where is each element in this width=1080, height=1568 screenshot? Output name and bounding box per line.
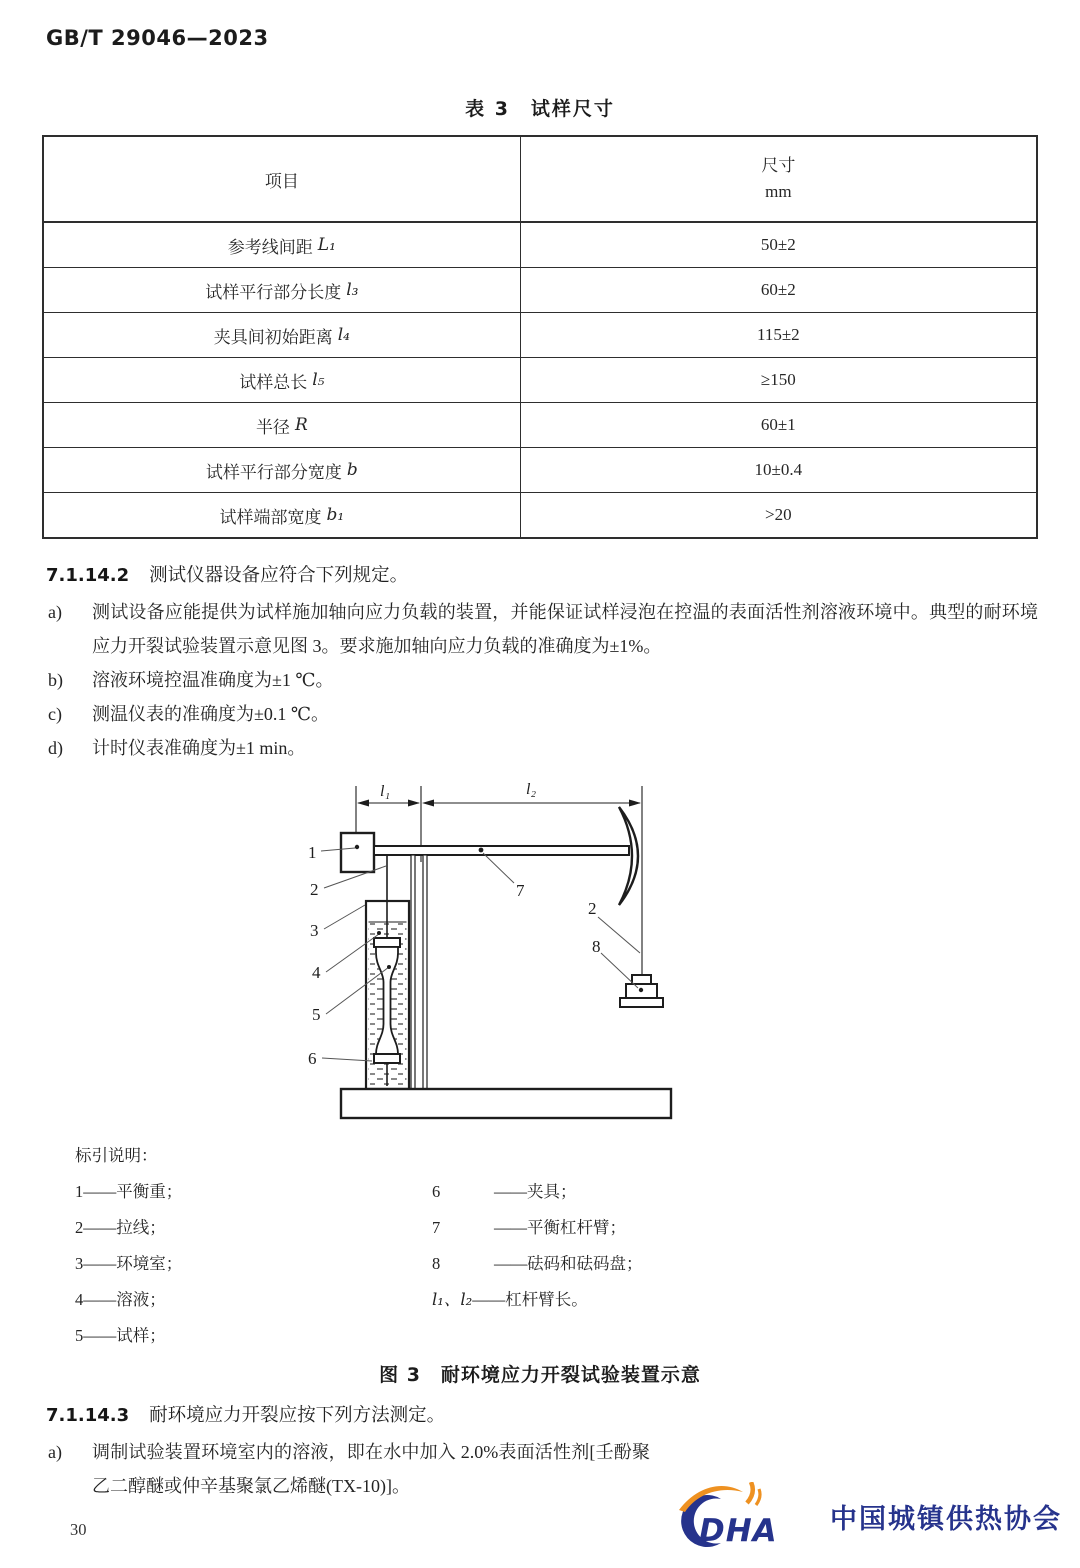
legend-item bbox=[75, 1282, 432, 1318]
logo-wave-large bbox=[747, 1482, 753, 1503]
legend-item bbox=[432, 1210, 643, 1246]
table-header-row bbox=[44, 137, 1036, 221]
item-text: 调制试验装置环境室内的溶液，即在水中加入 2.0%表面活性剂[壬酚聚乙二醇醚或仲辛基聚氯乙烯醚(TX-10)]。 bbox=[92, 1442, 650, 1496]
value-cell: 10±0.4 bbox=[754, 460, 803, 479]
item-text: 试样平行部分宽度 bbox=[205, 462, 342, 482]
list-item-d bbox=[48, 731, 1080, 765]
dimension-header-label: 尺寸 bbox=[761, 156, 796, 175]
legend-text: ——杠杆臂长。 bbox=[472, 1290, 588, 1309]
legend-text: ——砝码和砝码盘； bbox=[494, 1254, 643, 1273]
lever-beam-shape bbox=[374, 846, 629, 855]
value-cell: >20 bbox=[765, 505, 792, 524]
association-name: 中国城镇供热协会 bbox=[830, 1503, 1062, 1535]
figure-legend bbox=[75, 1138, 1080, 1354]
item-cell bbox=[44, 448, 521, 492]
base-plate-shape bbox=[341, 1089, 671, 1118]
item-label: d) bbox=[48, 738, 63, 758]
column-header-dimension bbox=[521, 137, 1036, 221]
figure-label-chamber: 3 bbox=[310, 921, 319, 940]
value-cell: 60±2 bbox=[760, 280, 796, 299]
value-cell: 50±2 bbox=[760, 235, 796, 254]
item-text: 溶液环境控温准确度为±1 ℃。 bbox=[92, 670, 334, 690]
clause-7-1-14-2 bbox=[46, 561, 1080, 587]
bottom-grip-shape bbox=[374, 1054, 400, 1063]
legend-key: 8 bbox=[432, 1254, 441, 1273]
legend-item bbox=[75, 1210, 432, 1246]
dimension-label-l2: l₂ bbox=[526, 781, 537, 798]
clause-text: 测试仪器设备应符合下列规定。 bbox=[149, 566, 409, 586]
weight-pan-shape bbox=[620, 998, 663, 1007]
value-cell: 60±1 bbox=[760, 415, 796, 434]
figure-label-weights: 8 bbox=[592, 937, 601, 956]
weight-knob-shape bbox=[632, 975, 651, 984]
item-text: 试样总长 bbox=[239, 372, 308, 392]
figure-label-specimen: 5 bbox=[312, 1005, 321, 1024]
legend-key: l₁、l₂ bbox=[432, 1290, 473, 1309]
item-text: 夹具间初始距离 bbox=[213, 327, 333, 347]
item-text: 半径 bbox=[255, 417, 290, 437]
table-row bbox=[44, 357, 1036, 402]
figure-label-lever-arm: 7 bbox=[516, 881, 525, 900]
figure-label-pull-line-left: 2 bbox=[310, 880, 319, 899]
clause-text: 耐环境应力开裂应按下列方法测定。 bbox=[149, 1406, 446, 1426]
table-row bbox=[44, 312, 1036, 357]
legend-key: 6 bbox=[432, 1182, 441, 1201]
table-row bbox=[44, 402, 1036, 447]
support-column-shape bbox=[423, 855, 427, 1089]
legend-key: 3 bbox=[75, 1254, 84, 1273]
item-text: 试样端部宽度 bbox=[219, 507, 322, 527]
item-label: c) bbox=[48, 704, 62, 724]
table-row bbox=[44, 447, 1036, 492]
item-label: a) bbox=[48, 602, 62, 622]
legend-text: ——平衡重； bbox=[83, 1182, 183, 1201]
figure-label-grip: 6 bbox=[308, 1049, 317, 1068]
item-cell bbox=[44, 223, 521, 267]
cdha-logo-mark bbox=[669, 1482, 824, 1550]
legend-key: 7 bbox=[432, 1218, 441, 1237]
item-label: b) bbox=[48, 670, 63, 690]
figure-label-solution: 4 bbox=[312, 963, 321, 982]
item-cell bbox=[44, 313, 521, 357]
list-item-c bbox=[48, 697, 1080, 731]
specimen-dimensions-table bbox=[42, 135, 1038, 539]
table-row bbox=[44, 492, 1036, 537]
item-text: 测试设备应能提供为试样施加轴向应力负载的装置，并能保证试样浸泡在控温的表面活性剂溶液环境中。典型的耐环境应力开裂试验装置示意见图 3。要求施加轴向应力负载的准确度为±1%。 bbox=[92, 602, 1038, 656]
table-title: 表 3 试样尺寸 bbox=[465, 98, 615, 120]
list-item-b bbox=[48, 663, 1080, 697]
legend-text: ——试样； bbox=[83, 1326, 166, 1345]
item-symbol: l₃ bbox=[346, 280, 359, 300]
clause-number: 7.1.14.3 bbox=[46, 1405, 130, 1426]
legend-left-column bbox=[75, 1174, 432, 1354]
logo-acronym: DHA bbox=[699, 1513, 778, 1549]
legend-item bbox=[432, 1246, 643, 1282]
legend-right-column bbox=[432, 1174, 643, 1354]
legend-text: ——溶液； bbox=[83, 1290, 166, 1309]
item-label: a) bbox=[48, 1442, 62, 1462]
legend-key: 4 bbox=[75, 1290, 84, 1309]
clause-7-1-14-2-items bbox=[0, 595, 1080, 765]
clause-number: 7.1.14.2 bbox=[46, 565, 130, 586]
balance-weight-shape bbox=[341, 833, 374, 872]
figure-label-pull-line-right: 2 bbox=[588, 899, 597, 918]
standard-number-header: GB/T 29046—2023 bbox=[46, 26, 269, 50]
support-column-shape bbox=[411, 855, 415, 1089]
list-item-a bbox=[48, 595, 1080, 663]
column-header-item: 项目 bbox=[44, 137, 521, 221]
item-text: 测温仪表的准确度为±0.1 ℃。 bbox=[92, 704, 330, 724]
value-cell: 115±2 bbox=[756, 325, 800, 344]
legend-text: ——拉线； bbox=[83, 1218, 166, 1237]
table-row bbox=[44, 267, 1036, 312]
item-symbol: l₅ bbox=[312, 370, 325, 390]
item-cell bbox=[44, 403, 521, 447]
legend-item bbox=[432, 1174, 643, 1210]
legend-key: 5 bbox=[75, 1326, 84, 1345]
clause-7-1-14-3 bbox=[46, 1401, 1080, 1427]
item-text: 计时仪表准确度为±1 min。 bbox=[92, 738, 306, 758]
legend-text: ——平衡杠杆臂； bbox=[494, 1218, 626, 1237]
legend-item bbox=[75, 1318, 432, 1354]
legend-item bbox=[432, 1282, 643, 1318]
page-number: 30 bbox=[70, 1520, 87, 1539]
logo-wave-small bbox=[756, 1489, 760, 1505]
dimension-label-l1: l₁ bbox=[380, 783, 391, 800]
item-text: 试样平行部分长度 bbox=[205, 282, 342, 302]
item-cell bbox=[44, 268, 521, 312]
apparatus-figure bbox=[296, 773, 1080, 1128]
figure-label-balance-weight: 1 bbox=[308, 843, 317, 862]
item-cell bbox=[44, 358, 521, 402]
legend-key: 2 bbox=[75, 1218, 84, 1237]
legend-title: 标引说明： bbox=[75, 1146, 158, 1165]
legend-text: ——夹具； bbox=[494, 1182, 577, 1201]
legend-text: ——环境室； bbox=[83, 1254, 183, 1273]
dimension-header-unit: mm bbox=[765, 182, 792, 201]
legend-item bbox=[75, 1174, 432, 1210]
item-symbol: b₁ bbox=[326, 505, 345, 525]
value-cell: ≥150 bbox=[760, 370, 796, 389]
item-symbol: R bbox=[294, 415, 308, 435]
top-grip-shape bbox=[374, 938, 400, 947]
figure-caption: 图 3 耐环境应力开裂试验装置示意 bbox=[379, 1364, 701, 1386]
association-logo bbox=[669, 1482, 1062, 1550]
legend-item bbox=[75, 1246, 432, 1282]
table-row bbox=[44, 221, 1036, 267]
item-cell bbox=[44, 493, 521, 537]
item-symbol: b bbox=[346, 460, 358, 480]
item-text: 参考线间距 bbox=[227, 237, 313, 257]
item-symbol: l₄ bbox=[337, 325, 350, 345]
legend-key: 1 bbox=[75, 1182, 84, 1201]
item-symbol: L₁ bbox=[317, 235, 336, 255]
escr-apparatus-diagram bbox=[296, 773, 691, 1123]
